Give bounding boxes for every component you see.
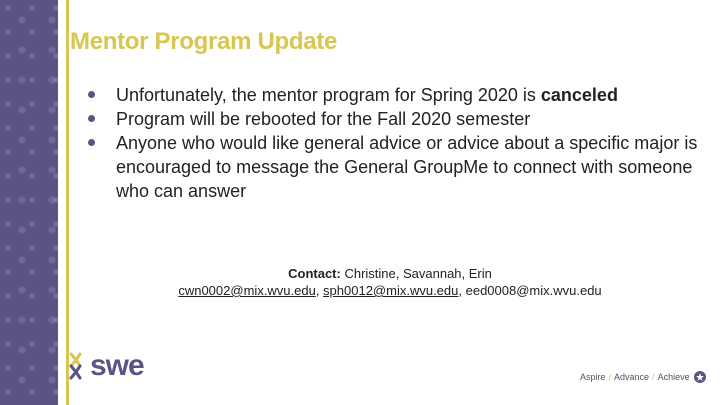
email-text-3: eed0008@mix.wvu.edu (465, 283, 602, 298)
separator: , (458, 283, 466, 298)
separator: , (315, 283, 324, 298)
decorative-side-pattern (0, 0, 58, 405)
tagline-word-aspire: Aspire (580, 372, 606, 382)
email-link-1[interactable]: cwn0002@mix.wvu.edu (178, 283, 316, 298)
contact-label: Contact: (288, 266, 341, 281)
tagline (580, 370, 707, 384)
bullet-icon (88, 115, 95, 122)
bullet-icon (88, 91, 95, 98)
tagline-separator: / (608, 372, 612, 382)
logo-wordmark: swe (90, 349, 144, 382)
bullet-text: Program will be rebooted for the Fall 2020 semester (116, 109, 531, 129)
bullet-text: Unfortunately, the mentor program for Spring 2020 is (116, 85, 541, 105)
swe-logo-mark-icon (68, 350, 88, 382)
tagline-word-achieve: Achieve (657, 372, 690, 382)
bullet-icon (88, 139, 95, 146)
swe-logo (68, 348, 144, 384)
bullet-item (88, 131, 708, 203)
contact-block (150, 265, 630, 299)
accent-divider (66, 0, 69, 405)
bullet-text: Anyone who would like general advice or advice about a specific major is encouraged to message the General GroupMe to connect with someone who can answer (116, 133, 698, 201)
bullet-item (88, 107, 708, 131)
tagline-separator: / (652, 372, 655, 382)
slide-title: Mentor Program Update (70, 28, 338, 55)
bullet-list (88, 83, 708, 203)
star-icon (693, 370, 707, 384)
contact-names: Christine, Savannah, Erin (340, 266, 492, 281)
tagline-word-advance: Advance (614, 372, 650, 382)
bullet-emphasis: canceled (540, 85, 618, 105)
bullet-item (88, 83, 708, 107)
email-link-2[interactable]: sph0012@mix.wvu.edu (323, 283, 459, 298)
